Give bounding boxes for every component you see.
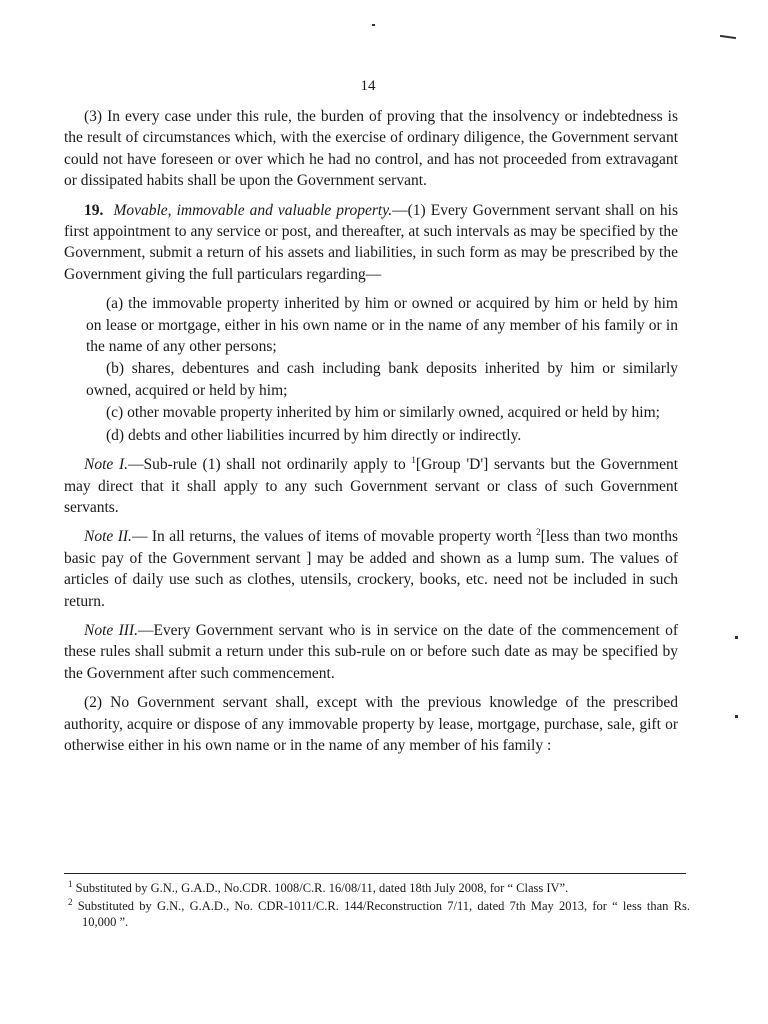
scan-mark <box>372 24 375 26</box>
page-number: 14 <box>360 78 376 94</box>
footnote-marker: 2 <box>68 896 73 907</box>
rule-19-items <box>86 293 678 446</box>
rule-19-intro <box>64 200 678 286</box>
footnote-marker: 1 <box>68 878 73 889</box>
footnote-2 <box>64 898 690 930</box>
paragraph-3: (3) In every case under this rule, the burden of proving that the insolvency or indebtedness is the result of circumstances which, with the exercise of ordinary diligence, the Government servant could not have foreseen or over which he had no control, and has not proceeded from extravagant or dissipated habits shall be upon the Government servant. <box>64 108 678 190</box>
note-text: [less than two months basic pay of the Government servant ] may be added and shown as a lump sum. The values of articles of daily use such as clothes, utensils, crockery, books, etc. need not be included in such return. <box>64 528 678 610</box>
note-label: Note II. <box>84 528 132 546</box>
list-item-b: (b) shares, debentures and cash including bank deposits inherited by him or similarly owned, acquired or held by him; <box>86 360 678 399</box>
page-body <box>64 106 678 764</box>
rule-intro-text: —(1) Every Government servant shall on his first appointment to any service or post, and thereafter, at such intervals as may be specified by the Government, submit a return of his assets and liabilities, in such form as may be prescribed by the Government giving the full particulars regarding— <box>64 201 678 283</box>
list-item-d: (d) debts and other liabilities incurred by him directly or indirectly. <box>106 426 522 444</box>
footnote-ref[interactable]: 2 <box>536 527 541 538</box>
note-text: [Group 'D'] servants but the Government may direct that it shall apply to any such Government servant or class of such Government servants. <box>64 456 679 516</box>
paragraph-2: (2) No Government servant shall, except with the previous knowledge of the prescribed authority, acquire or dispose of any immovable property by lease, mortgage, purchase, sale, gift or otherwise either in his own name or in the name of any member of his family : <box>64 694 678 754</box>
list-item-c: (c) other movable property inherited by him or similarly owned, acquired or held by him; <box>106 404 660 422</box>
footnotes <box>64 880 690 932</box>
footnote-1 <box>64 880 690 896</box>
scan-mark <box>720 35 736 39</box>
note-text: —Every Government servant who is in service on the date of the commencement of these rules shall submit a return under this sub-rule on or before such date as may be specified by the Government after such commencement. <box>64 621 679 682</box>
footnote-ref[interactable]: 1 <box>411 454 416 465</box>
footnote-text: Substituted by G.N., G.A.D., No. CDR-1011/C.R. 144/Reconstruction 7/11, dated 7th May 2013, for “ less than Rs. 10,000 ”. <box>77 899 690 929</box>
note-text: — In all returns, the values of items of movable property worth <box>131 528 537 546</box>
note-text: —Sub-rule (1) shall not ordinarily apply to <box>128 456 412 474</box>
note-label: Note I. <box>84 456 128 474</box>
note-3 <box>64 620 678 684</box>
rule-title: Movable, immovable and valuable property. <box>113 201 393 219</box>
rule-number: 19. <box>84 201 104 219</box>
footnote-divider <box>64 873 686 874</box>
note-label: Note III. <box>84 621 138 639</box>
note-1 <box>64 454 678 518</box>
note-2 <box>64 526 678 612</box>
footnote-text: Substituted by G.N., G.A.D., No.CDR. 1008/C.R. 16/08/11, dated 18th July 2008, for “ Class IV”. <box>75 881 569 895</box>
list-item-a: (a) the immovable property inherited by him or owned or acquired by him or held by him on lease or mortgage, either in his own name or in the name of any member of his family or in the name of any other persons; <box>86 295 678 356</box>
scan-mark <box>735 715 738 718</box>
scan-mark <box>735 636 738 639</box>
